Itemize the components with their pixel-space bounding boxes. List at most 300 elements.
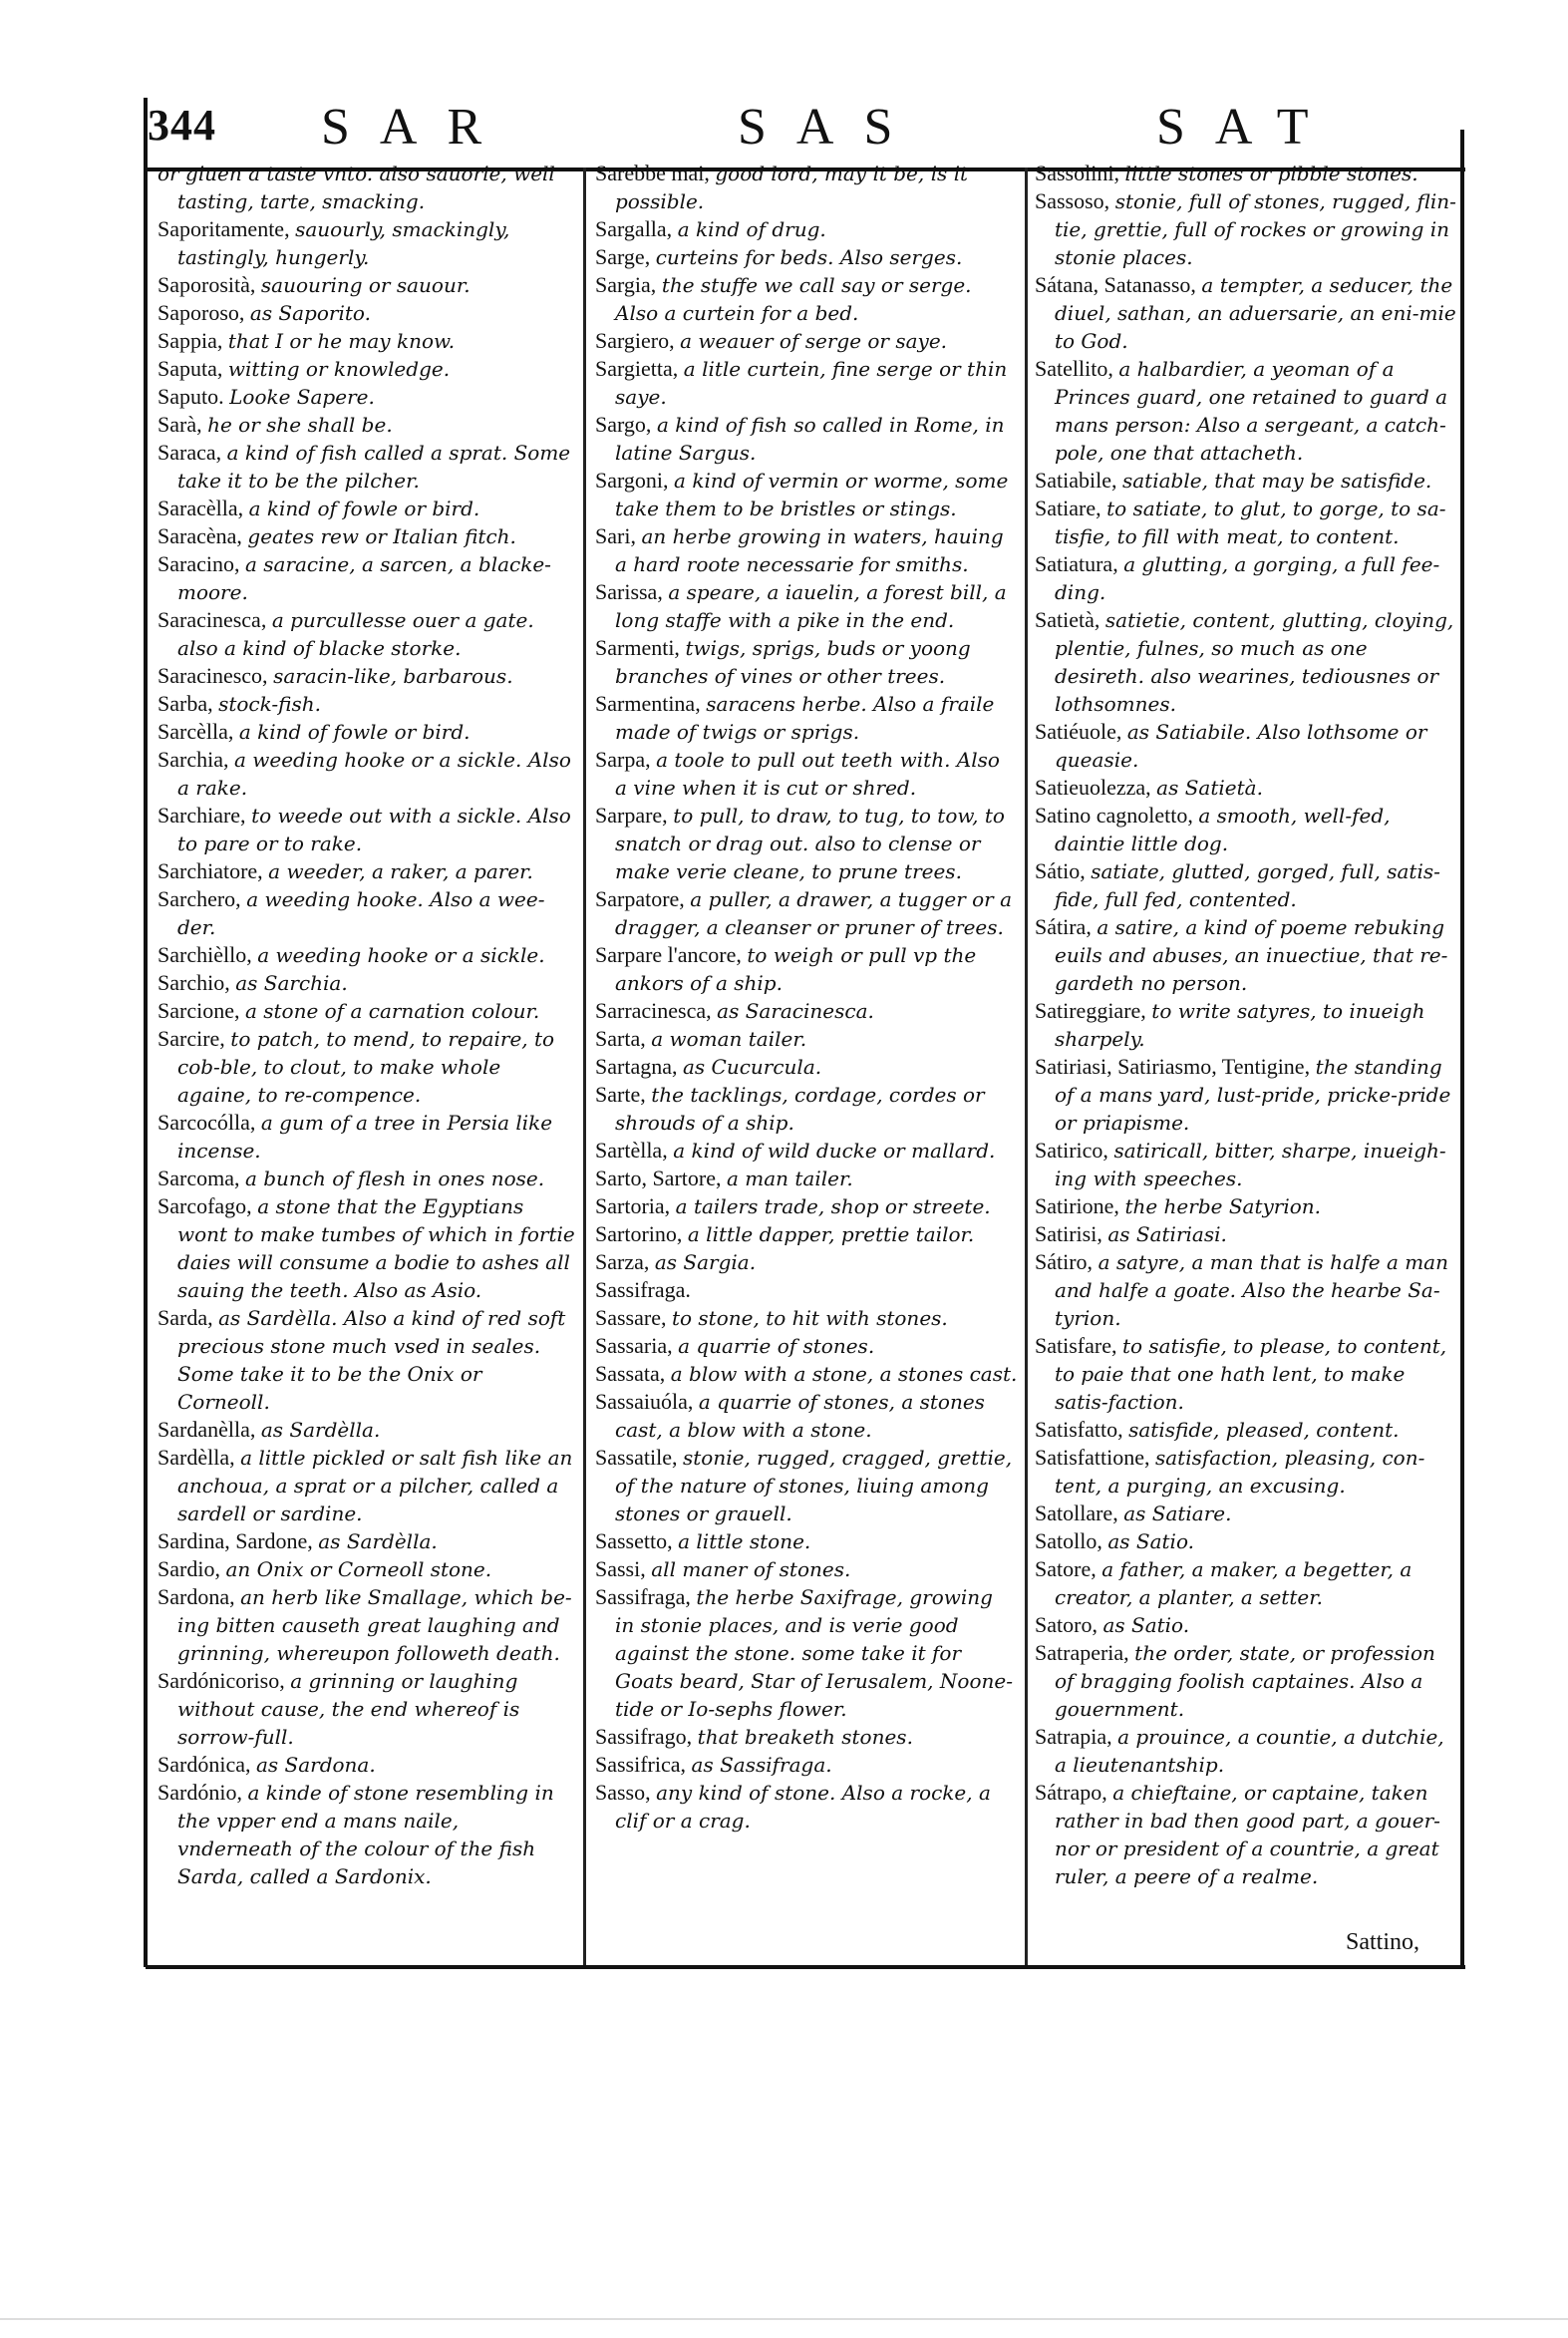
entry-headword: Sardèlla,: [157, 1445, 235, 1470]
entry-definition: that breaketh stones.: [697, 1725, 913, 1749]
dictionary-entry: [157, 662, 576, 690]
entry-headword: Sassoso,: [1035, 188, 1110, 213]
entry-definition: a kind of fish called a sprat. Some take it to be the pilcher.: [177, 441, 571, 493]
entry-headword: Sarpare,: [595, 803, 668, 828]
frame-rule-bottom: [146, 1965, 1465, 1969]
entry-definition: a woman tailer.: [651, 1027, 807, 1051]
entry-headword: Sarmentina,: [595, 691, 701, 716]
dictionary-entry: [1035, 1611, 1457, 1639]
dictionary-entry: [157, 1444, 576, 1527]
dictionary-entry: [157, 327, 576, 355]
dictionary-entry: [1035, 1555, 1457, 1611]
column-divider: [583, 167, 586, 1965]
dictionary-entry: [157, 355, 576, 383]
entry-headword: Satiare,: [1035, 496, 1101, 520]
catchword: Sattino,: [1346, 1929, 1420, 1955]
entry-headword: Saputo.: [157, 384, 224, 409]
entry-definition: witting or knowledge.: [227, 357, 451, 381]
dictionary-entry: [595, 1751, 1018, 1779]
column-divider: [1025, 167, 1028, 1965]
entry-headword: Satraperia,: [1035, 1640, 1129, 1665]
dictionary-entry: [595, 243, 1018, 271]
dictionary-entry: [1035, 1444, 1457, 1500]
entry-headword: Sarba,: [157, 691, 213, 716]
entry-definition: a kind of fowle or bird.: [248, 497, 480, 520]
entry-definition: a gum of a tree in Persia like incense.: [177, 1111, 553, 1163]
entry-definition: a weauer of serge or saye.: [680, 329, 948, 353]
entry-headword: Sappia,: [157, 328, 223, 353]
dictionary-entry: [595, 1527, 1018, 1555]
dictionary-entry: [595, 271, 1018, 327]
dictionary-entry: [1035, 355, 1457, 467]
entry-definition: satietie, content, glutting, cloying, plentie, fulnes, so much as one desireth. also wearines, tediousnes or lothsomnes.: [1055, 608, 1454, 716]
entry-definition: a little pickled or salt fish like an anchoua, a sprat or a pilcher, called a sardell or sardine.: [177, 1446, 573, 1525]
dictionary-entry: [595, 1304, 1018, 1332]
entry-headword: Sarracinesca,: [595, 998, 712, 1023]
entry-definition: or giuen a taste vnto. also sauorie, well tasting, tarte, smacking.: [157, 162, 555, 213]
entry-definition: a weeding hooke. Also a wee-der.: [177, 887, 545, 939]
dictionary-entry: [157, 1304, 576, 1416]
entry-definition: satisfaction, pleasing, con-tent, a purging, an excusing.: [1055, 1446, 1425, 1498]
entry-definition: as Sardona.: [255, 1753, 376, 1777]
entry-headword: Sarebbe mai,: [595, 161, 710, 185]
dictionary-entry: [157, 160, 576, 215]
entry-definition: an Onix or Corneoll stone.: [225, 1557, 492, 1581]
dictionary-entry: [157, 1025, 576, 1109]
dictionary-entry: [1035, 606, 1457, 718]
entry-headword: Satiéuole,: [1035, 719, 1122, 744]
dictionary-entry: [1035, 1723, 1457, 1779]
entry-headword: Sarto, Sartore,: [595, 1166, 722, 1190]
entry-definition: as Satio.: [1107, 1529, 1194, 1553]
entry-headword: Sassifrica,: [595, 1752, 687, 1777]
dictionary-entry: [595, 1583, 1018, 1723]
entry-headword: Sarcione,: [157, 998, 240, 1023]
entry-headword: Satellito,: [1035, 356, 1113, 381]
dictionary-entry: [595, 1555, 1018, 1583]
entry-definition: all maner of stones.: [651, 1557, 851, 1581]
entry-headword: Sassata,: [595, 1361, 666, 1386]
entry-definition: a weeding hooke or a sickle.: [257, 943, 545, 967]
entry-headword: Satirione,: [1035, 1193, 1119, 1218]
entry-headword: Sarcèlla,: [157, 719, 234, 744]
entry-headword: Sardio,: [157, 1556, 220, 1581]
entry-headword: Sarda,: [157, 1305, 213, 1330]
dictionary-entry: [595, 1360, 1018, 1388]
entry-definition: that I or he may know.: [227, 329, 456, 353]
entry-definition: a father, a maker, a begetter, a creator, a planter, a setter.: [1055, 1557, 1412, 1609]
entry-definition: stonie, full of stones, rugged, flin-tie, grettie, full of rockes or growing in stonie places.: [1055, 189, 1456, 269]
entry-headword: Satieuolezza,: [1035, 775, 1151, 800]
frame-rule-left: [144, 98, 148, 1967]
entry-definition: a kind of drug.: [677, 217, 826, 241]
entry-definition: a halbardier, a yeoman of a Princes guard, one retained to guard a mans person: Also a sergeant, a catch-pole, one that attacheth.: [1055, 357, 1448, 465]
entry-definition: a stone of a carnation colour.: [244, 999, 540, 1023]
entry-headword: Sassi,: [595, 1556, 646, 1581]
dictionary-entry: [157, 550, 576, 606]
dictionary-entry: [1035, 160, 1457, 187]
entry-definition: satiricall, bitter, sharpe, inueigh-ing with speeches.: [1055, 1139, 1446, 1190]
entry-headword: Sarcocólla,: [157, 1110, 256, 1135]
entry-headword: Satore,: [1035, 1556, 1097, 1581]
entry-definition: a prouince, a countie, a dutchie, a lieutenantship.: [1055, 1725, 1444, 1777]
entry-headword: Saracinesca,: [157, 607, 267, 632]
dictionary-entry: [1035, 1416, 1457, 1444]
entry-headword: Sarge,: [595, 244, 651, 269]
dictionary-entry: [595, 1081, 1018, 1137]
entry-definition: a speare, a iauelin, a forest bill, a long staffe with a pike in the end.: [615, 580, 1007, 632]
dictionary-entry: [595, 1137, 1018, 1165]
entry-definition: a kinde of stone resembling in the vpper end a mans naile, vnderneath of the colour of the fish Sarda, called a Sardonix.: [177, 1781, 554, 1888]
entry-headword: Satireggiare,: [1035, 998, 1146, 1023]
entry-headword: Saporosità,: [157, 272, 256, 297]
dictionary-entry: [157, 1779, 576, 1890]
entry-headword: Sassolini,: [1035, 161, 1119, 185]
entry-definition: a tailers trade, shop or streete.: [675, 1194, 991, 1218]
entry-definition: a grinning or laughing without cause, the end whereof is sorrow-full.: [177, 1669, 520, 1749]
entry-headword: Sargiero,: [595, 328, 675, 353]
entry-definition: saracens herbe. Also a fraile made of twigs or sprigs.: [615, 692, 995, 744]
entry-definition: the tacklings, cordage, cordes or shrouds of a ship.: [615, 1083, 985, 1135]
entry-definition: stonie, rugged, cragged, grettie, of the nature of stones, liuing among stones or grauell.: [615, 1446, 1013, 1525]
entry-definition: a litle curtein, fine serge or thin saye.: [615, 357, 1008, 409]
entry-definition: satiate, glutted, gorged, full, satis-fide, full fed, contented.: [1055, 859, 1440, 911]
dictionary-entry: [157, 383, 576, 411]
entry-definition: as Satiriasi.: [1107, 1222, 1227, 1246]
dictionary-entry: [157, 1416, 576, 1444]
dictionary-entry: [595, 1165, 1018, 1192]
entry-definition: sauourly, smackingly, tastingly, hungerly.: [177, 217, 510, 269]
dictionary-entry: [595, 1388, 1018, 1444]
entry-definition: satiable, that may be satisfide.: [1121, 469, 1432, 493]
dictionary-entry: [157, 1667, 576, 1751]
dictionary-entry: [157, 271, 576, 299]
entry-definition: stock-fish.: [218, 692, 322, 716]
entry-definition: as Saporito.: [249, 301, 371, 325]
column-right: [1035, 160, 1457, 1890]
entry-headword: Sarcire,: [157, 1026, 225, 1051]
dictionary-entry: [595, 411, 1018, 467]
entry-headword: Sátio,: [1035, 858, 1086, 883]
entry-headword: Sarchièllo,: [157, 942, 252, 967]
entry-headword: Sarchero,: [157, 886, 241, 911]
entry-headword: Satiatura,: [1035, 551, 1118, 576]
entry-headword: Satino cagnoletto,: [1035, 803, 1193, 828]
dictionary-entry: [1035, 550, 1457, 606]
entry-definition: a man tailer.: [726, 1167, 853, 1190]
dictionary-entry: [157, 522, 576, 550]
entry-headword: Sarta,: [595, 1026, 646, 1051]
dictionary-entry: [1035, 1192, 1457, 1220]
entry-headword: Sarà,: [157, 412, 202, 437]
entry-definition: any kind of stone. Also a rocke, a clif or a crag.: [615, 1781, 991, 1833]
entry-definition: as Satiare.: [1123, 1502, 1232, 1525]
entry-definition: as Sassifraga.: [691, 1753, 832, 1777]
entry-definition: an herbe growing in waters, hauing a hard roote necessarie for smiths.: [615, 524, 1004, 576]
column-head-left: SAR: [321, 99, 512, 156]
entry-definition: as Sardèlla. Also a kind of red soft precious stone much vsed in seales. Some take it to be the Onix or Corneoll.: [177, 1306, 566, 1414]
scan-edge: [0, 2318, 1568, 2320]
entry-definition: a kind of fowle or bird.: [238, 720, 470, 744]
entry-definition: a quarrie of stones, a stones cast, a blow with a stone.: [615, 1390, 985, 1442]
dictionary-entry: [1035, 774, 1457, 802]
dictionary-entry: [1035, 997, 1457, 1053]
entry-headword: Sardónio,: [157, 1780, 242, 1805]
dictionary-entry: [157, 718, 576, 746]
entry-headword: Sartèlla,: [595, 1138, 668, 1163]
entry-headword: Sardanèlla,: [157, 1417, 256, 1442]
entry-definition: as Sargia.: [654, 1250, 757, 1274]
dictionary-entry: [157, 1192, 576, 1304]
entry-headword: Satietà,: [1035, 607, 1100, 632]
dictionary-entry: [595, 160, 1018, 215]
entry-headword: Sarte,: [595, 1082, 646, 1107]
entry-definition: the stuffe we call say or serge. Also a curtein for a bed.: [615, 273, 972, 325]
entry-definition: to satiate, to glut, to gorge, to sa-tisfie, to fill with meat, to content.: [1055, 497, 1446, 548]
dictionary-entry: [595, 746, 1018, 802]
entry-headword: Sátiro,: [1035, 1249, 1094, 1274]
entry-headword: Sassifraga.: [595, 1277, 691, 1302]
entry-definition: as Satiabile. Also lothsome or queasie.: [1055, 720, 1427, 772]
dictionary-entry: [595, 690, 1018, 746]
dictionary-entry: [1035, 271, 1457, 355]
entry-headword: Saracino,: [157, 551, 240, 576]
dictionary-entry: [1035, 1527, 1457, 1555]
dictionary-entry: [595, 1723, 1018, 1751]
column-head-middle: SAS: [738, 99, 923, 156]
dictionary-entry: [157, 746, 576, 802]
entry-definition: satisfide, pleased, content.: [1128, 1418, 1400, 1442]
dictionary-entry: [157, 885, 576, 941]
entry-headword: Sátira,: [1035, 914, 1092, 939]
dictionary-entry: [157, 857, 576, 885]
entry-headword: Saracèna,: [157, 523, 242, 548]
dictionary-entry: [595, 997, 1018, 1025]
entry-headword: Saporoso,: [157, 300, 245, 325]
entry-headword: Sátrapo,: [1035, 1780, 1107, 1805]
dictionary-entry: [157, 997, 576, 1025]
entry-headword: Sartorino,: [595, 1221, 683, 1246]
entry-definition: a satyre, a man that is halfe a man and halfe a goate. Also the hearbe Sa-tyrion.: [1055, 1250, 1448, 1330]
entry-headword: Satisfattione,: [1035, 1445, 1150, 1470]
entry-headword: Satirico,: [1035, 1138, 1108, 1163]
entry-headword: Sassetto,: [595, 1528, 673, 1553]
entry-definition: a kind of vermin or worme, some take them to be bristles or stings.: [615, 469, 1009, 520]
entry-definition: a kind of fish so called in Rome, in latine Sargus.: [615, 413, 1005, 465]
entry-headword: Sarpatore,: [595, 886, 685, 911]
entry-headword: Sargoni,: [595, 468, 669, 493]
dictionary-entry: [157, 215, 576, 271]
column-middle: [595, 160, 1018, 1835]
entry-definition: a blow with a stone, a stones cast.: [670, 1362, 1018, 1386]
entry-headword: Sartoria,: [595, 1193, 671, 1218]
entry-headword: Sardona,: [157, 1584, 235, 1609]
dictionary-entry: [1035, 913, 1457, 997]
dictionary-entry: [1035, 495, 1457, 550]
entry-headword: Sarcoma,: [157, 1166, 240, 1190]
frame-rule-right: [1460, 130, 1464, 1967]
entry-headword: Satisfatto,: [1035, 1417, 1123, 1442]
column-head-right: SAT: [1156, 99, 1339, 156]
dictionary-entry: [595, 941, 1018, 997]
entry-headword: Saporitamente,: [157, 216, 290, 241]
entry-headword: Sarchio,: [157, 970, 230, 995]
entry-definition: geates rew or Italian fitch.: [247, 524, 516, 548]
entry-definition: a kind of wild ducke or mallard.: [673, 1139, 996, 1163]
dictionary-entry: [595, 467, 1018, 522]
entry-headword: Sargo,: [595, 412, 652, 437]
entry-definition: saracin-like, barbarous.: [273, 664, 513, 688]
entry-headword: Sardónicoriso,: [157, 1668, 285, 1693]
entry-definition: the herbe Satyrion.: [1124, 1194, 1322, 1218]
dictionary-entry: [1035, 1248, 1457, 1332]
entry-definition: to stone, to hit with stones.: [671, 1306, 948, 1330]
dictionary-entry: [1035, 802, 1457, 857]
entry-definition: an herb like Smallage, which be-ing bitten causeth great laughing and grinning, whereupon followeth death.: [177, 1585, 572, 1665]
entry-headword: Sassaiuóla,: [595, 1389, 694, 1414]
dictionary-entry: [1035, 1220, 1457, 1248]
entry-definition: a weeding hooke or a sickle. Also a rake.: [177, 748, 571, 800]
entry-definition: to satisfie, to please, to content, to paie that one hath lent, to make satis-faction.: [1055, 1334, 1447, 1414]
dictionary-entry: [157, 495, 576, 522]
entry-definition: as Satio.: [1102, 1613, 1190, 1637]
entry-definition: a chieftaine, or captaine, taken rather in bad then good part, a gouer-nor or president of a countrie, a great ruler, a peere of a realme.: [1055, 1781, 1440, 1888]
dictionary-entry: [1035, 1639, 1457, 1723]
entry-headword: Sarpare l'ancore,: [595, 942, 742, 967]
entry-headword: Sargalla,: [595, 216, 673, 241]
entry-headword: Sassatile,: [595, 1445, 678, 1470]
dictionary-entry: [157, 1527, 576, 1555]
entry-definition: twigs, sprigs, buds or yoong branches of vines or other trees.: [615, 636, 971, 688]
dictionary-entry: [595, 1779, 1018, 1835]
entry-headword: Sarcofago,: [157, 1193, 252, 1218]
dictionary-entry: [595, 522, 1018, 578]
dictionary-entry: [1035, 1332, 1457, 1416]
entry-headword: Sassifraga,: [595, 1584, 691, 1609]
dictionary-entry: [595, 578, 1018, 634]
entry-definition: a quarrie of stones.: [678, 1334, 875, 1358]
dictionary-entry: [1035, 1137, 1457, 1192]
entry-definition: a bunch of flesh in ones nose.: [244, 1167, 545, 1190]
dictionary-entry: [595, 1220, 1018, 1248]
entry-definition: little stones or pibble stones.: [1124, 162, 1418, 185]
entry-definition: a tempter, a seducer, the diuel, sathan, an aduersarie, an eni-mie to God.: [1055, 273, 1456, 353]
entry-headword: Sari,: [595, 523, 636, 548]
dictionary-entry: [595, 634, 1018, 690]
dictionary-entry: [157, 1751, 576, 1779]
entry-headword: Sassifrago,: [595, 1724, 693, 1749]
entry-headword: Saracèlla,: [157, 496, 244, 520]
entry-headword: Sarissa,: [595, 579, 663, 604]
entry-headword: Satiriasi, Satiriasmo, Tentigine,: [1035, 1054, 1311, 1079]
dictionary-entry: [595, 1332, 1018, 1360]
entry-headword: Satoro,: [1035, 1612, 1098, 1637]
dictionary-entry: [1035, 857, 1457, 913]
entry-headword: Sarza,: [595, 1249, 650, 1274]
entry-definition: a weeder, a raker, a parer.: [268, 859, 533, 883]
entry-definition: sauouring or sauour.: [260, 273, 470, 297]
entry-headword: Satollo,: [1035, 1528, 1102, 1553]
dictionary-entry: [1035, 718, 1457, 774]
entry-definition: a stone that the Egyptians wont to make tumbes of which in fortie daies will consume a bodie to ashes all sauing the teeth. Also as Asio.: [177, 1194, 575, 1302]
entry-definition: a glutting, a gorging, a full fee-ding.: [1055, 552, 1440, 604]
entry-definition: a little stone.: [678, 1529, 811, 1553]
entry-definition: as Sarchia.: [235, 971, 348, 995]
entry-definition: a puller, a drawer, a tugger or a dragger, a cleanser or pruner of trees.: [615, 887, 1013, 939]
entry-definition: to weede out with a sickle. Also to pare or to rake.: [177, 804, 571, 855]
entry-headword: Sarchiare,: [157, 803, 246, 828]
dictionary-entry: [595, 1192, 1018, 1220]
page-number: 344: [148, 101, 216, 150]
entry-headword: Sartagna,: [595, 1054, 678, 1079]
dictionary-entry: [1035, 187, 1457, 271]
entry-definition: a little dapper, prettie tailor.: [687, 1222, 975, 1246]
entry-definition: as Cucurcula.: [682, 1055, 822, 1079]
entry-definition: a satire, a kind of poeme rebuking euils and abuses, an inuectiue, that re-gardeth no person.: [1055, 915, 1448, 995]
entry-definition: a purcullesse ouer a gate. also a kind of blacke storke.: [177, 608, 534, 660]
entry-headword: Satiabile,: [1035, 468, 1117, 493]
dictionary-entry: [157, 299, 576, 327]
entry-definition: a saracine, a sarcen, a blacke-moore.: [177, 552, 551, 604]
entry-headword: Satirisi,: [1035, 1221, 1102, 1246]
entry-headword: Sasso,: [595, 1780, 651, 1805]
entry-headword: Sarmenti,: [595, 635, 680, 660]
entry-definition: as Satietà.: [1156, 776, 1263, 800]
dictionary-entry: [157, 969, 576, 997]
entry-headword: Satrapia,: [1035, 1724, 1112, 1749]
entry-definition: a toole to pull out teeth with. Also a vine when it is cut or shred.: [615, 748, 1000, 800]
entry-headword: Satollare,: [1035, 1501, 1118, 1525]
dictionary-entry: [1035, 467, 1457, 495]
entry-definition: to patch, to mend, to repaire, to cob-ble, to clout, to make whole againe, to re-compence.: [177, 1027, 555, 1107]
entry-headword: Saraca,: [157, 440, 222, 465]
entry-headword: Sargia,: [595, 272, 657, 297]
entry-headword: Sardónica,: [157, 1752, 251, 1777]
dictionary-entry: [595, 215, 1018, 243]
entry-headword: Saracinesco,: [157, 663, 268, 688]
dictionary-entry: [157, 941, 576, 969]
dictionary-entry: [157, 1109, 576, 1165]
entry-definition: to weigh or pull vp the ankors of a ship.: [615, 943, 977, 995]
dictionary-entry: [595, 885, 1018, 941]
dictionary-entry: [595, 802, 1018, 885]
entry-headword: Sardina, Sardone,: [157, 1528, 313, 1553]
dictionary-entry: [157, 1555, 576, 1583]
entry-headword: Satisfare,: [1035, 1333, 1117, 1358]
dictionary-entry: [595, 1025, 1018, 1053]
entry-definition: good lord, may it be, is it possible.: [615, 162, 969, 213]
dictionary-entry: [595, 327, 1018, 355]
entry-definition: as Sardèlla.: [260, 1418, 381, 1442]
entry-headword: Sarchia,: [157, 747, 229, 772]
dictionary-entry: [1035, 1053, 1457, 1137]
dictionary-entry: [595, 1053, 1018, 1081]
entry-definition: as Sardèlla.: [318, 1529, 438, 1553]
entry-definition: Looke Sapere.: [229, 385, 375, 409]
dictionary-entry: [595, 1276, 1018, 1304]
entry-headword: Sarchiatore,: [157, 858, 263, 883]
entry-definition: as Saracinesca.: [717, 999, 874, 1023]
entry-headword: Sassaria,: [595, 1333, 673, 1358]
entry-definition: a smooth, well-fed, daintie little dog.: [1055, 804, 1391, 855]
dictionary-entry: [1035, 1779, 1457, 1890]
entry-headword: Sátana, Satanasso,: [1035, 272, 1196, 297]
entry-definition: the standing of a mans yard, lust-pride, pricke-pride or priapisme.: [1055, 1055, 1451, 1135]
dictionary-entry: [157, 439, 576, 495]
entry-definition: he or she shall be.: [207, 413, 393, 437]
dictionary-entry: [1035, 1500, 1457, 1527]
entry-headword: Sarpa,: [595, 747, 651, 772]
